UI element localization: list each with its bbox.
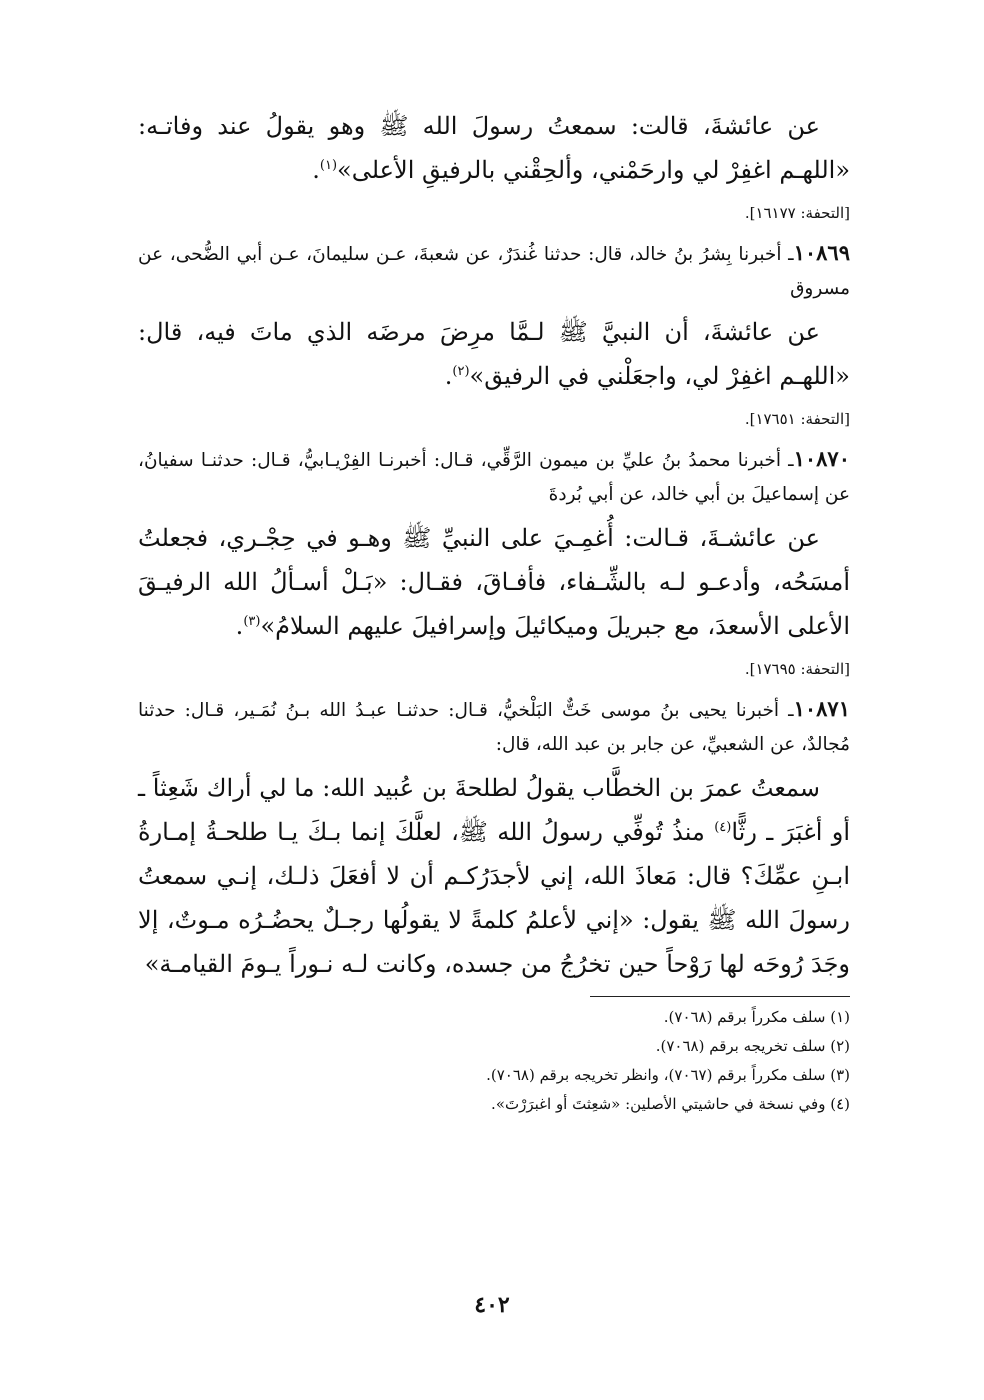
hadith-number: ١٠٨٧٠ <box>793 446 850 471</box>
footnotes <box>138 1003 850 1119</box>
footnote: (٣) سلف مكرراً برقم (٧٠٦٧)، وانظر تخريجه برقم (٧٠٦٨). <box>486 1066 850 1084</box>
page-number: ٤٠٢ <box>474 1292 510 1318</box>
matn-text: عن عائشةَ، أن النبيَّ ﷺ لـمَّا مرِضَ مرضَه الذي ماتَ فيه، قال: «اللهـم اغفِرْ لي، واجعَلْني في الرفيق» <box>138 318 850 390</box>
hadith-text <box>138 516 850 648</box>
footnote: (٤) وفي نسخة في حاشيتي الأصلين: «شعِثتَ أو اغبرَرْتَ». <box>491 1095 850 1113</box>
footnote-marker[interactable]: (١) <box>319 158 338 173</box>
matn-text: منذُ تُوفِّي رسولُ الله ﷺ، لعلَّكَ إنما بـكَ يـا طلحـةُ إمـارةُ ابـنِ عمِّكَ؟ قال: مَعاذَ الله، إني لأجدَرُكـم أن لا أفعَلَ ذلـك، إنـي سمعتُ رسولَ الله ﷺ يقول: «إني لأعلمُ كلمةً لا يقولُها رجـلٌ يحضُـرُه مـوتٌ، إلا وجَدَ رُوحَه لها رَوْحاً حين تخرُجُ من جسده، وكانت لـه نـوراً يـومَ القيامـة» <box>138 818 850 978</box>
hadith-isnad <box>138 692 850 762</box>
tuhfa-reference: [التحفة: ١٧٦٩٥]. <box>744 660 850 678</box>
hadith-isnad <box>138 236 850 306</box>
punctuation: . <box>444 362 453 390</box>
hadith-text <box>138 104 850 192</box>
footnote-divider <box>590 996 850 997</box>
footnote: (١) سلف مكرراً برقم (٧٠٦٨). <box>663 1008 850 1026</box>
hadith-number: ١٠٨٧١ <box>793 696 850 721</box>
footnote-marker[interactable]: (٣) <box>243 614 261 629</box>
hadith-text <box>138 766 850 986</box>
footnote-marker[interactable]: (٤) <box>714 820 732 835</box>
tuhfa-reference: [التحفة: ١٦١٧٧]. <box>744 204 850 222</box>
page-body <box>138 104 850 1119</box>
isnad-text: ـ أخبرنا يحيى بنُ موسى خَتٌّ البَلْخيُّ، قـال: حدثنـا عبـدُ الله بـنُ نُمَـير، قـال: حدثنا مُجالدٌ، عن الشعبيِّ، عن جابر بن عبد الله، قال: <box>138 700 850 755</box>
tuhfa-reference: [التحفة: ١٧٦٥١]. <box>744 410 850 428</box>
hadith-isnad <box>138 442 850 512</box>
isnad-text: ـ أخبرنا بِشرُ بنُ خالد، قال: حدثنا غُندَرٌ، عن شعبةَ، عـن سليمانَ، عـن أبي الضُّحى، عن مسروق <box>138 244 850 299</box>
matn-text: سمعتُ عمرَ بن الخطَّاب يقولُ لطلحةَ بن عُبيد الله: ما لي أراك شَعِثاً ـ أو أغبَرَ ـ رثًّا <box>138 774 850 846</box>
footnote: (٢) سلف تخريجه برقم (٧٠٦٨). <box>655 1037 850 1055</box>
isnad-text: ـ أخبرنا محمدُ بنُ عليِّ بن ميمون الرَّقِّي، قـال: أخبرنـا الفِرْيـابيُّ، قـال: حدثنـا سفيانُ، عن إسماعيلَ بن أبي خالد، عن أبي بُردةَ <box>138 450 850 505</box>
hadith-text <box>138 310 850 398</box>
hadith-number: ١٠٨٦٩ <box>793 240 850 265</box>
punctuation: . <box>312 156 320 184</box>
matn-text: عن عائشةَ، قالت: سمعتُ رسولَ الله ﷺ وهو يقولُ عند وفاتـه: «اللهـم اغفِرْ لي وارحَمْني، وألحِقْني بالرفيقِ الأعلى» <box>138 112 850 184</box>
matn-text: عن عائشـةَ، قـالت: أُغمِـيَ على النبيِّ ﷺ وهـو في حِجْـري، فجعلتُ أمسَحُه، وأدعـو لـه بالشِّـفاء، فأفـاقَ، فقـال: «بَـلْ أسـألُ الله الرفيـقَ الأعلى الأسعدَ، مع جبريلَ وميكائيلَ وإسرافيلَ عليهم السلامُ» <box>138 524 850 640</box>
footnote-marker[interactable]: (٢) <box>452 364 470 379</box>
punctuation: . <box>235 612 244 640</box>
